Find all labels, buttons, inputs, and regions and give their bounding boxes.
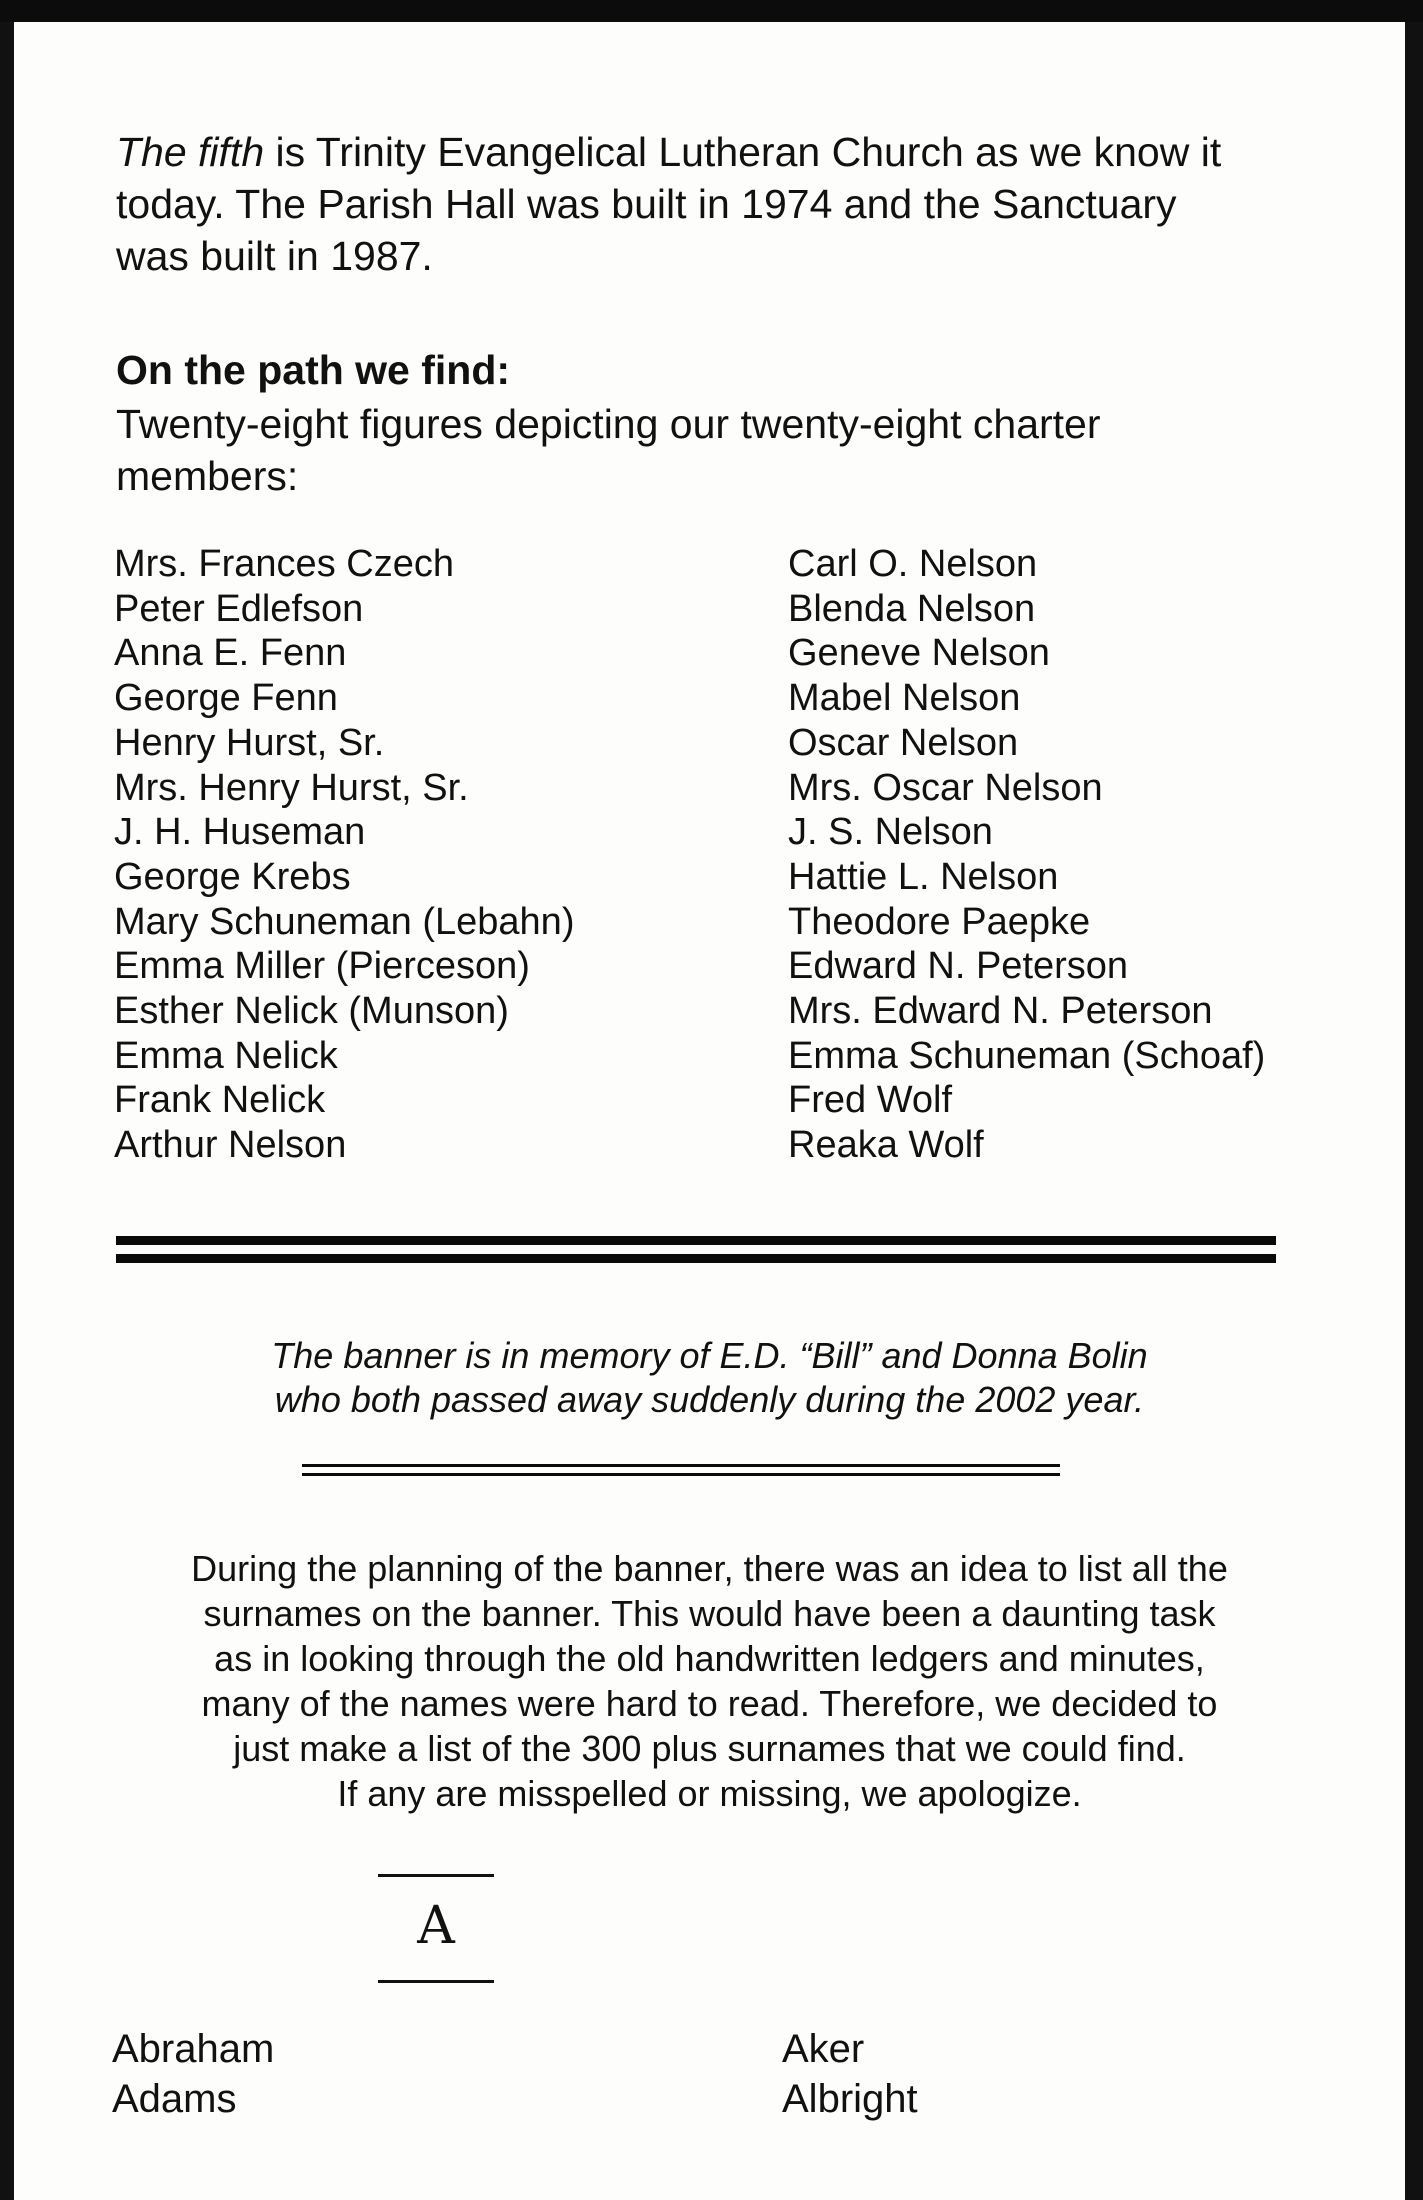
section-letter-block — [378, 1874, 494, 2002]
planning-line: surnames on the banner. This would have been a daunting task — [203, 1593, 1216, 1634]
thin-rule-bottom — [302, 1473, 1060, 1476]
path-lead — [116, 398, 1101, 502]
member-name: Blenda Nelson — [788, 587, 1036, 630]
member-name: Frank Nelick — [114, 1079, 326, 1122]
member-name: Mary Schuneman (Lebahn) — [114, 900, 575, 943]
member-name: Edward N. Peterson — [788, 945, 1129, 988]
member-name: Henry Hurst, Sr. — [114, 721, 385, 764]
intro-line-3: was built in 1987. — [116, 233, 433, 279]
memorial-line-2: who both passed away suddenly during the 2002 year. — [274, 1379, 1145, 1420]
surname: Albright — [782, 2077, 918, 2121]
surname: Abraham — [112, 2027, 275, 2071]
memorial-dedication — [14, 1334, 1405, 1422]
thin-rule-top — [302, 1464, 1060, 1467]
letter-rule-top — [378, 1874, 494, 1877]
path-heading: On the path we find: — [116, 347, 511, 393]
surname: Adams — [112, 2077, 237, 2121]
member-name: George Fenn — [114, 677, 338, 720]
intro-emphasis: The fifth — [116, 129, 265, 175]
planning-line: just make a list of the 300 plus surnames that we could find. — [233, 1728, 1186, 1769]
intro-line-2: today. The Parish Hall was built in 1974 and the Sanctuary — [116, 181, 1177, 227]
member-name: Theodore Paepke — [788, 900, 1091, 943]
double-rule-bottom — [116, 1254, 1276, 1263]
member-name: Emma Nelick — [114, 1034, 338, 1077]
member-name: Emma Miller (Pierceson) — [114, 945, 530, 988]
double-rule-top — [116, 1236, 1276, 1245]
member-name: Reaka Wolf — [788, 1124, 984, 1167]
path-lead-line-1: Twenty-eight figures depicting our twenty-eight charter — [116, 401, 1101, 447]
memorial-line-1: The banner is in memory of E.D. “Bill” and Donna Bolin — [271, 1335, 1148, 1376]
member-name: George Krebs — [114, 855, 351, 898]
document-page — [14, 22, 1405, 2200]
member-name: Mabel Nelson — [788, 677, 1021, 720]
member-name: Geneve Nelson — [788, 632, 1050, 675]
planning-line: During the planning of the banner, there was an idea to list all the — [191, 1548, 1228, 1589]
charter-members-left — [114, 542, 574, 1168]
member-name: Anna E. Fenn — [114, 632, 347, 675]
member-name: Esther Nelick (Munson) — [114, 990, 509, 1033]
section-letter: A — [417, 1896, 455, 1956]
surnames-left — [112, 2024, 274, 2124]
member-name: Oscar Nelson — [788, 721, 1019, 764]
intro-line-1 — [116, 126, 1221, 178]
surname: Aker — [782, 2027, 865, 2071]
scan-border-top — [0, 0, 1423, 22]
member-name: Hattie L. Nelson — [788, 855, 1059, 898]
member-name: Mrs. Edward N. Peterson — [788, 990, 1213, 1033]
path-lead-line-2: members: — [116, 453, 299, 499]
member-name: Mrs. Oscar Nelson — [788, 766, 1103, 809]
member-name: Emma Schuneman (Schoaf) — [788, 1034, 1266, 1077]
letter-rule-bottom — [378, 1980, 494, 1983]
member-name: J. H. Huseman — [114, 811, 366, 854]
member-name: Arthur Nelson — [114, 1124, 347, 1167]
intro-paragraph — [116, 126, 1221, 282]
member-name: J. S. Nelson — [788, 811, 993, 854]
member-name: Mrs. Frances Czech — [114, 543, 454, 585]
planning-paragraph — [14, 1546, 1405, 1816]
member-name: Fred Wolf — [788, 1079, 953, 1122]
member-name: Carl O. Nelson — [788, 543, 1038, 585]
member-name: Mrs. Henry Hurst, Sr. — [114, 766, 469, 809]
surnames-right — [782, 2024, 918, 2124]
charter-members-right — [788, 542, 1265, 1168]
member-name: Peter Edlefson — [114, 587, 364, 630]
planning-line: many of the names were hard to read. Therefore, we decided to — [201, 1683, 1218, 1724]
planning-line: If any are misspelled or missing, we apologize. — [337, 1773, 1082, 1814]
planning-line: as in looking through the old handwritten ledgers and minutes, — [214, 1638, 1205, 1679]
intro-line-1-rest: is Trinity Evangelical Lutheran Church as we know it — [264, 129, 1222, 175]
